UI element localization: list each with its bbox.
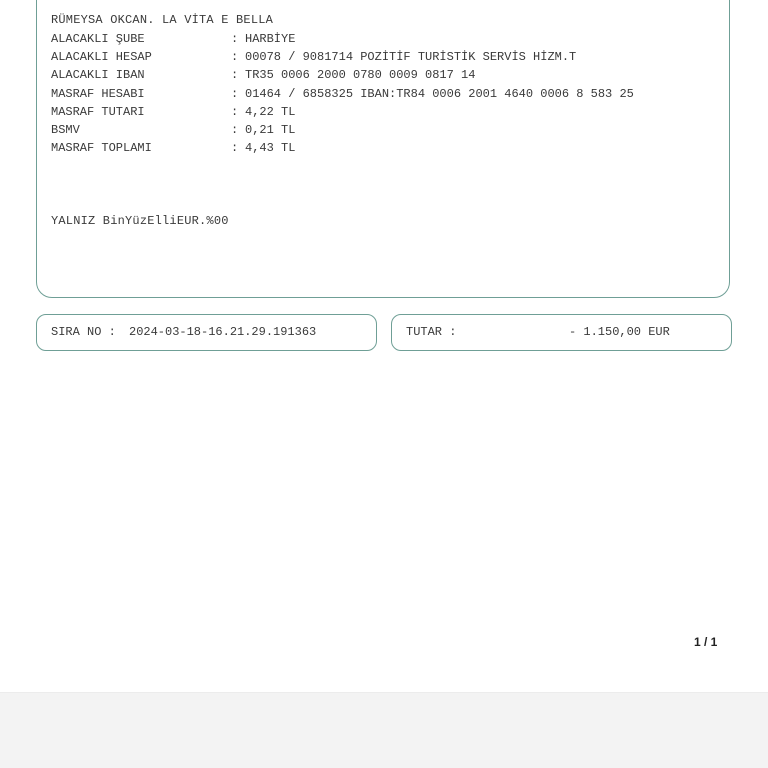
field-label-masraf-hesabi: MASRAF HESABI bbox=[51, 87, 145, 101]
field-colon: : bbox=[231, 141, 239, 155]
sequence-label: SIRA NO : bbox=[51, 325, 116, 339]
total-label: TUTAR : bbox=[406, 325, 457, 339]
page-indicator: 1 / 1 bbox=[694, 635, 718, 649]
field-label-alacakli-hesap: ALACAKLI HESAP bbox=[51, 50, 152, 64]
sequence-value: 2024-03-18-16.21.29.191363 bbox=[129, 325, 317, 339]
field-colon: : bbox=[231, 68, 239, 82]
field-label-alacakli-iban: ALACAKLI IBAN bbox=[51, 68, 145, 82]
field-colon: : bbox=[231, 123, 239, 137]
total-amount-box bbox=[391, 314, 732, 351]
viewer-bottom-bar bbox=[0, 692, 768, 768]
field-value-alacakli-hesap: 00078 / 9081714 POZİTİF TURİSTİK SERVİS HİZM.T bbox=[245, 50, 577, 64]
field-colon: : bbox=[231, 105, 239, 119]
field-label-masraf-tutari: MASRAF TUTARI bbox=[51, 105, 145, 119]
field-label-bsmv: BSMV bbox=[51, 123, 80, 137]
field-value-alacakli-iban: TR35 0006 2000 0780 0009 0817 14 bbox=[245, 68, 476, 82]
field-label-alacakli-sube: ALACAKLI ŞUBE bbox=[51, 32, 145, 46]
field-value-bsmv: 0,21 TL bbox=[245, 123, 296, 137]
field-label-masraf-toplami: MASRAF TOPLAMI bbox=[51, 141, 152, 155]
sequence-number-box bbox=[36, 314, 377, 351]
field-colon: : bbox=[231, 50, 239, 64]
field-colon: : bbox=[231, 87, 239, 101]
field-value-masraf-tutari: 4,22 TL bbox=[245, 105, 296, 119]
field-value-masraf-hesabi: 01464 / 6858325 IBAN:TR84 0006 2001 4640 0006 8 583 25 bbox=[245, 87, 634, 101]
field-colon: : bbox=[231, 32, 239, 46]
receiver-line: RÜMEYSA OKCAN. LA VİTA E BELLA bbox=[51, 13, 274, 27]
amount-in-words: YALNIZ BinYüzElliEUR.%00 bbox=[51, 214, 229, 228]
field-value-alacakli-sube: HARBİYE bbox=[245, 32, 296, 46]
total-value: - 1.150,00 EUR bbox=[569, 325, 670, 339]
field-value-masraf-toplami: 4,43 TL bbox=[245, 141, 296, 155]
